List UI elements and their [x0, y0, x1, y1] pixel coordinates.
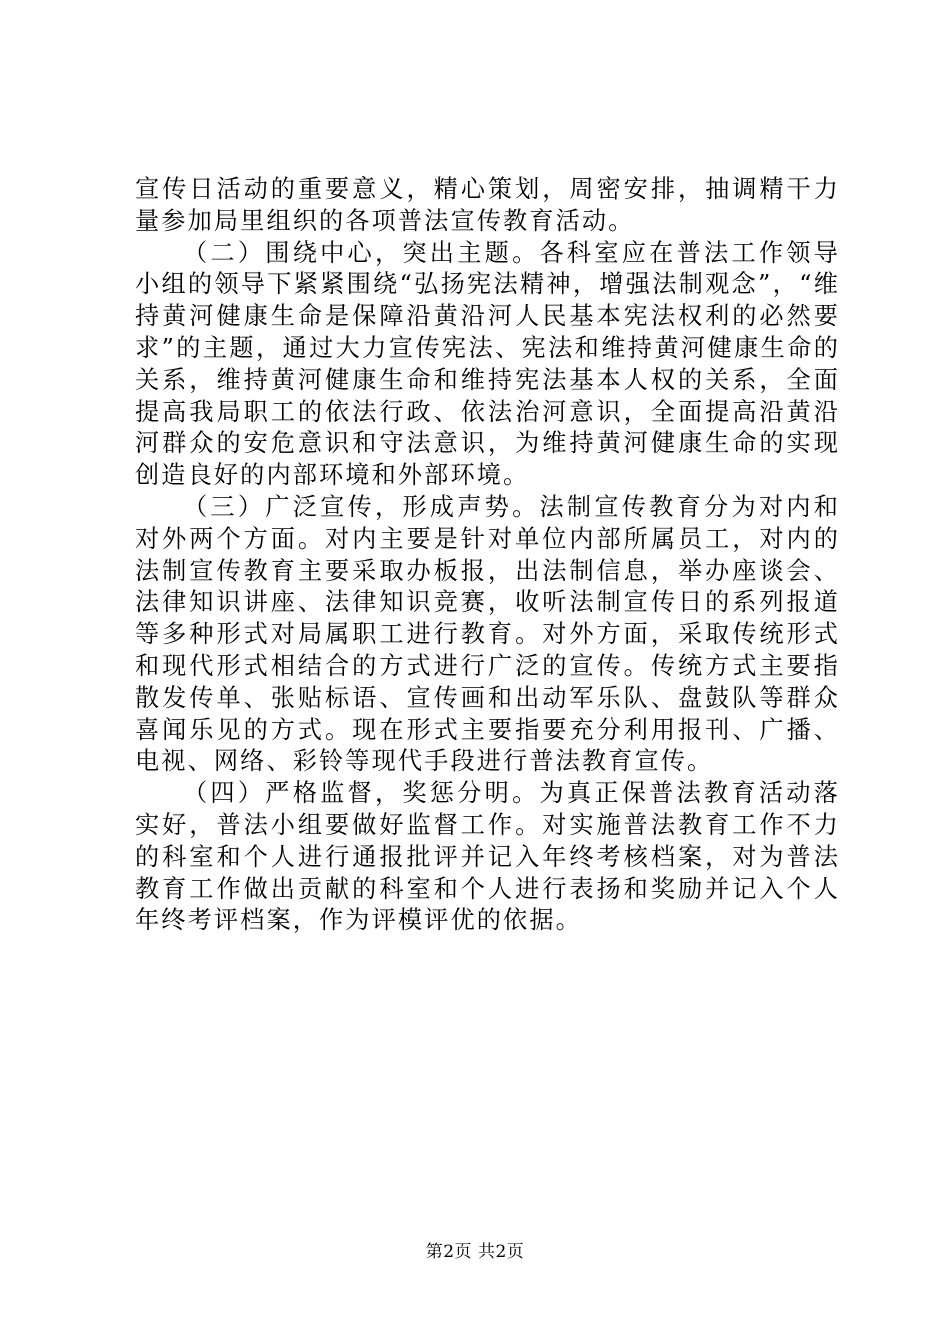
- paragraph-section-four: （四）严格监督，奖惩分明。为真正保普法教育活动落实好，普法小组要做好监督工作。对实施普法教育工作不力的科室和个人进行通报批评并记入年终考核档案，对为普法教育工作做出贡献的科室和个人进行表扬和奖励并记入个人年终考评档案，作为评模评优的依据。: [135, 779, 840, 935]
- document-body: [135, 174, 840, 937]
- paragraph-section-two: （二）围绕中心，突出主题。各科室应在普法工作领导小组的领导下紧紧围绕“弘扬宪法精神，增强法制观念”，“维持黄河健康生命是保障沿黄沿河人民基本宪法权利的必然要求”的主题，通过大力宣传宪法、宪法和维持黄河健康生命的关系，维持黄河健康生命和维持宪法基本人权的关系，全面提高我局职工的依法行政、依法治河意识，全面提高沿黄沿河群众的安危意识和守法意识，为维持黄河健康生命的实现创造良好的内部环境和外部环境。: [135, 238, 840, 490]
- paragraph-continuation: 宣传日活动的重要意义，精心策划，周密安排，抽调精干力量参加局里组织的各项普法宣传教育活动。: [135, 175, 840, 235]
- page-indicator: 第2页 共2页: [425, 1242, 525, 1262]
- paragraph-section-three: （三）广泛宣传，形成声势。法制宣传教育分为对内和对外两个方面。对内主要是针对单位内部所属员工，对内的法制宣传教育主要采取办板报，出法制信息，举办座谈会、法律知识讲座、法律知识竞赛，收听法制宣传日的系列报道等多种形式对局属职工进行教育。对外方面，采取传统形式和现代形式相结合的方式进行广泛的宣传。传统方式主要指散发传单、张贴标语、宣传画和出动军乐队、盘鼓队等群众喜闻乐见的方式。现在形式主要指要充分利用报刊、广播、电视、网络、彩铃等现代手段进行普法教育宣传。: [135, 492, 840, 776]
- page-footer: [0, 1241, 950, 1263]
